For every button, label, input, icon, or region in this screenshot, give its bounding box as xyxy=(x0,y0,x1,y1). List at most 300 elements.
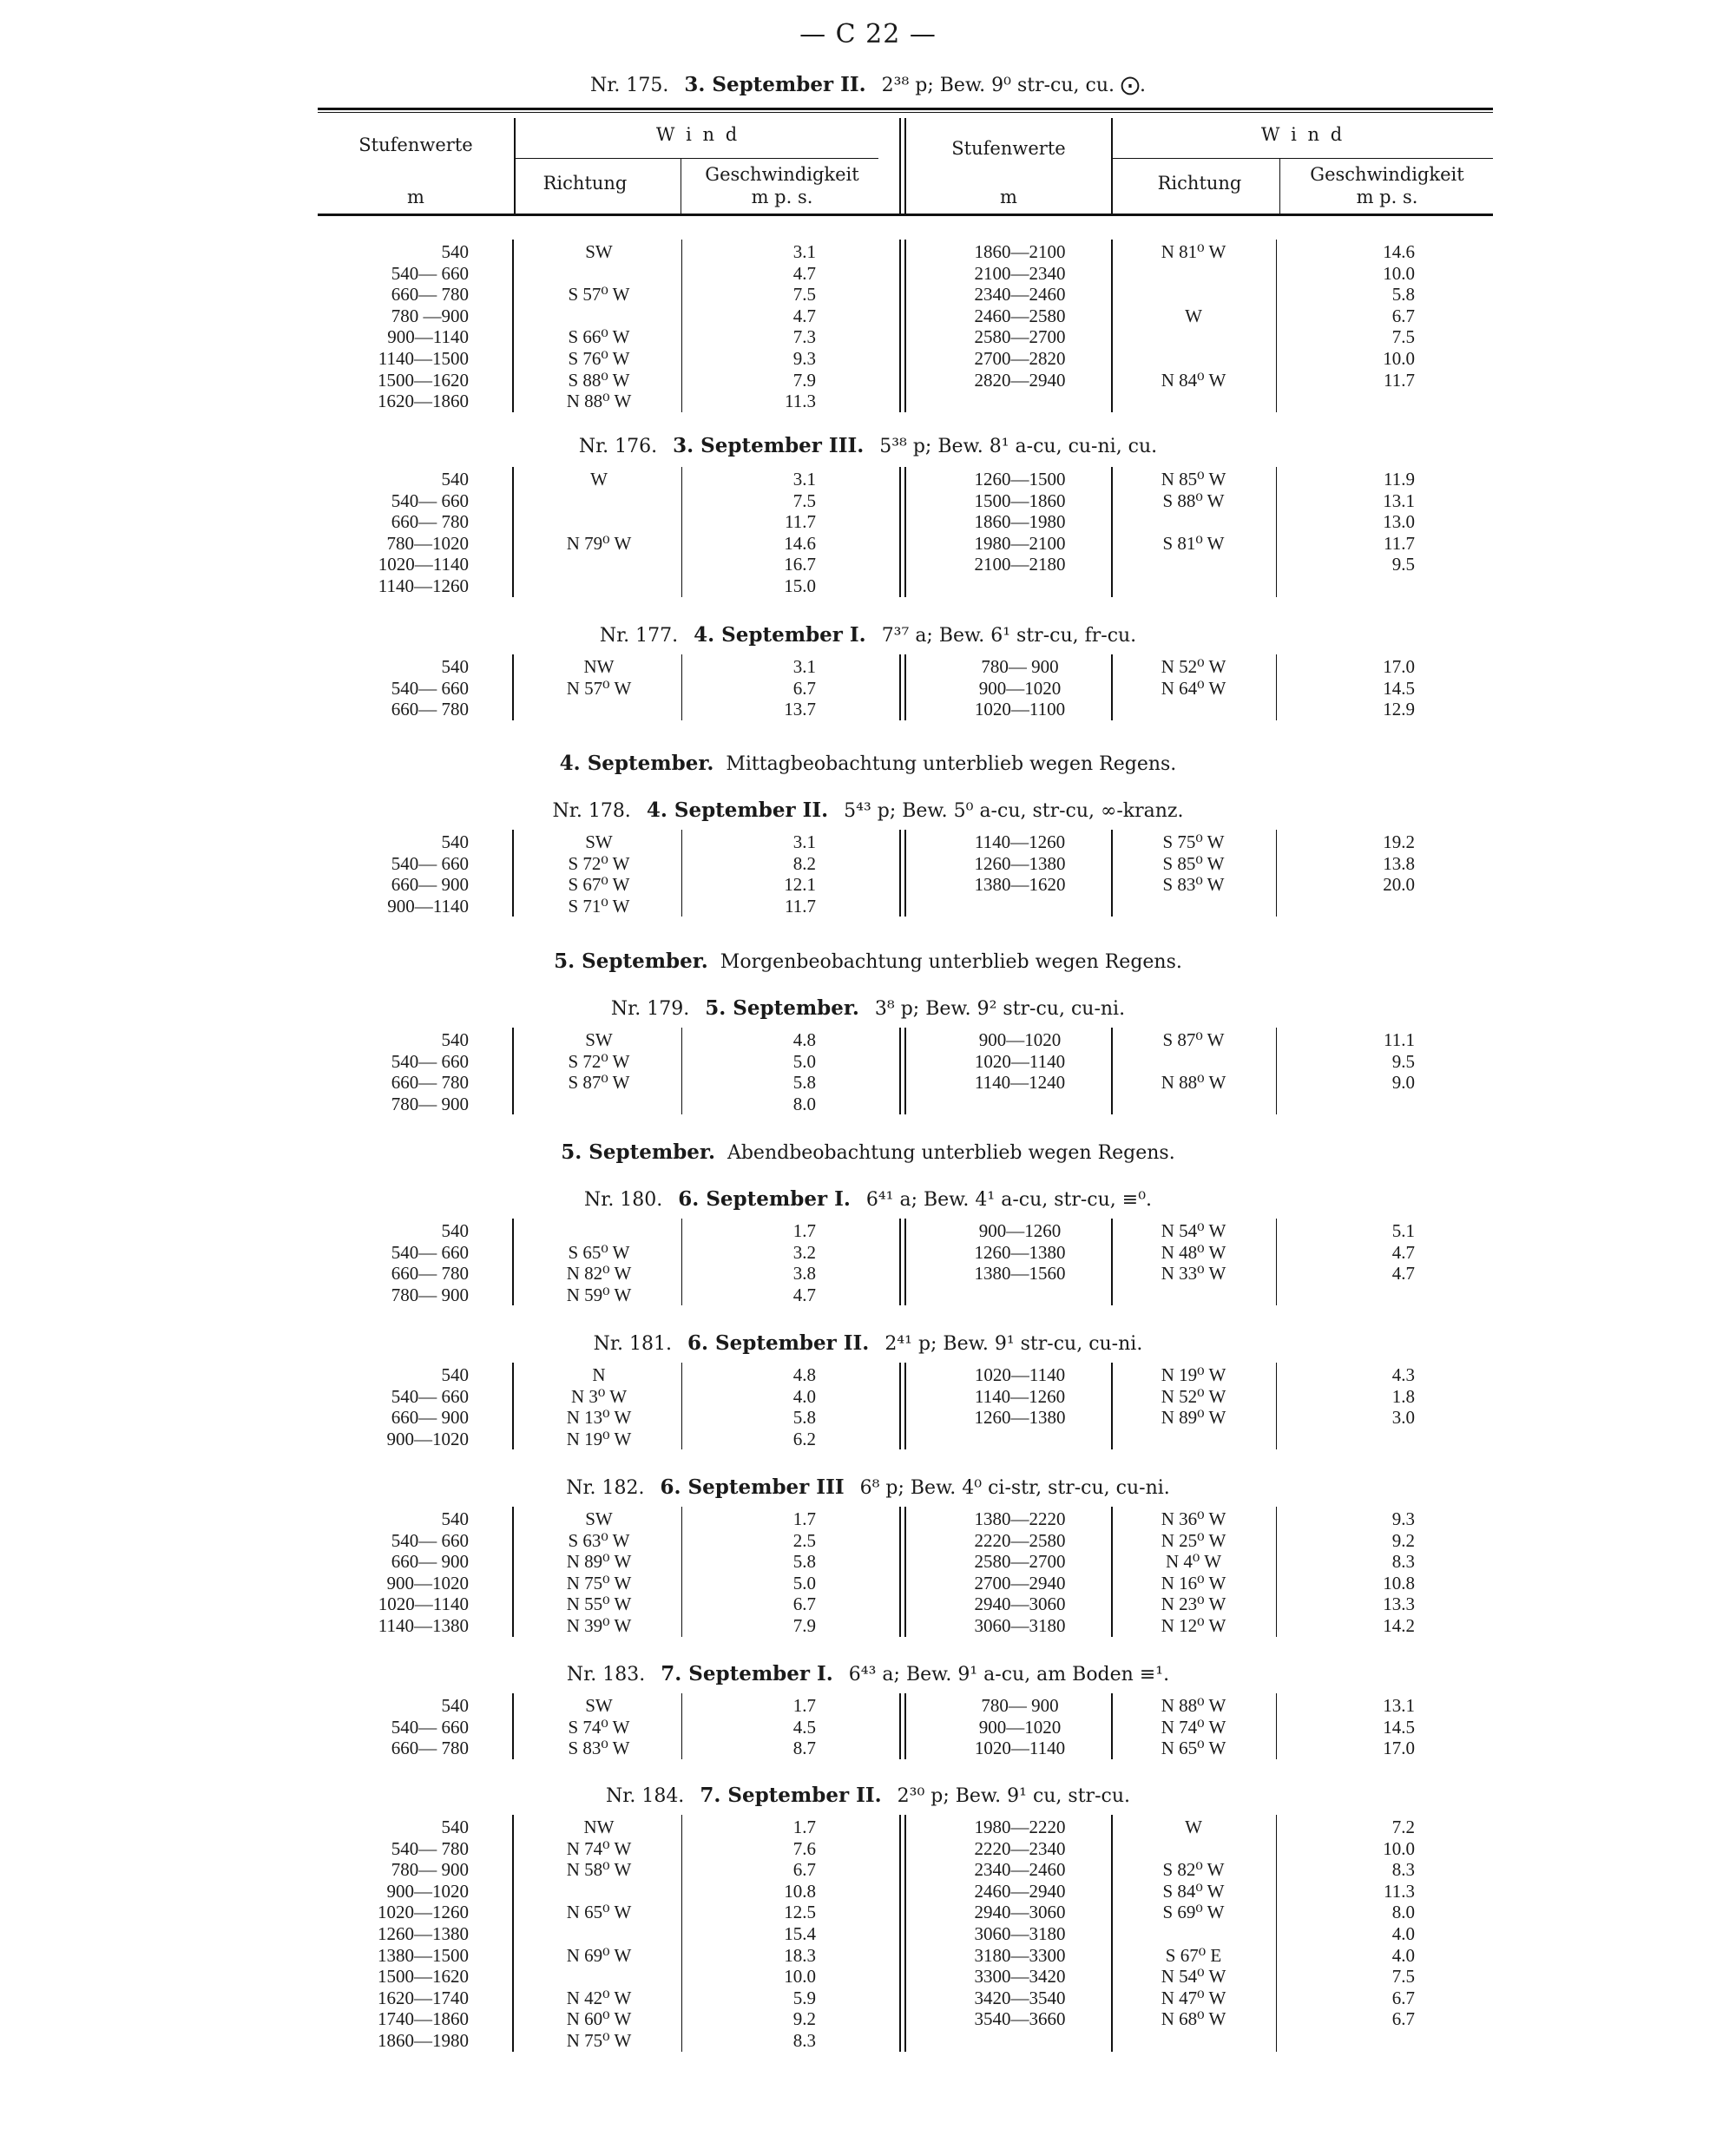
direction-cell: N 54⁰ W xyxy=(1161,1220,1226,1241)
speed-cell: 9.2 xyxy=(1391,1529,1415,1551)
hdr-richtung-2: Richtung xyxy=(1157,173,1242,194)
obs-date: 5. September. xyxy=(705,996,859,1020)
speed-cell: 10.0 xyxy=(1383,348,1415,369)
speed-cell: 1.7 xyxy=(792,1220,816,1241)
direction-cell: N 52⁰ W xyxy=(1161,1385,1226,1407)
column-divider xyxy=(899,1363,901,1449)
note-text: Mittagbeobachtung unterblieb wegen Regens. xyxy=(726,753,1177,775)
direction-cell: N 19⁰ W xyxy=(566,1428,632,1449)
direction-cell: N 89⁰ W xyxy=(566,1551,632,1573)
direction-cell: SW xyxy=(585,831,613,852)
altitude-cell: 2940—3060 xyxy=(974,1593,1066,1615)
altitude-cell: 1380—2220 xyxy=(974,1508,1066,1529)
altitude-cell: 900—1020 xyxy=(978,677,1062,699)
column-divider xyxy=(899,467,901,597)
speed-cell: 1.8 xyxy=(1391,1385,1415,1407)
speed-cell: 10.8 xyxy=(784,1880,816,1902)
hdr-divider xyxy=(1279,158,1280,215)
speed-cell: 19.2 xyxy=(1383,831,1415,852)
altitude-cell: 540— 660 xyxy=(391,1716,469,1738)
obs-details: 2³⁸ p; Bew. 9⁰ str-cu, cu. ⨀. xyxy=(881,75,1146,96)
altitude-cell: 2340—2460 xyxy=(974,284,1066,306)
speed-cell: 1.7 xyxy=(792,1695,816,1716)
altitude-cell: 1140—1500 xyxy=(378,348,469,369)
column-divider xyxy=(1276,1363,1277,1449)
column-divider xyxy=(904,654,906,720)
speed-cell: 14.5 xyxy=(1383,1716,1415,1738)
column-divider xyxy=(904,1363,906,1449)
direction-cell: N 58⁰ W xyxy=(566,1859,632,1881)
altitude-cell: 2940—3060 xyxy=(974,1902,1066,1923)
altitude-cell: 1020—1140 xyxy=(974,1050,1066,1072)
altitude-cell: 2220—2580 xyxy=(974,1529,1066,1551)
direction-cell: W xyxy=(1185,305,1202,326)
direction-cell: N 74⁰ W xyxy=(566,1837,632,1859)
speed-cell: 7.9 xyxy=(792,1615,816,1636)
column-divider xyxy=(681,1693,682,1759)
speed-cell: 5.0 xyxy=(792,1572,816,1593)
altitude-cell: 780 —900 xyxy=(391,305,469,326)
altitude-cell: 1380—1500 xyxy=(378,1944,469,1966)
altitude-cell: 540— 660 xyxy=(391,1529,469,1551)
direction-cell: N 19⁰ W xyxy=(1161,1364,1226,1385)
direction-cell: N 57⁰ W xyxy=(566,677,632,699)
altitude-cell: 2700—2940 xyxy=(974,1572,1066,1593)
speed-cell: 11.1 xyxy=(1384,1029,1415,1050)
direction-cell: S 85⁰ W xyxy=(1162,852,1225,874)
direction-cell: N 4⁰ W xyxy=(1165,1551,1222,1573)
column-divider xyxy=(899,1507,901,1637)
observation-title xyxy=(0,996,1736,1020)
obs-date: 6. September I. xyxy=(678,1187,851,1211)
speed-cell: 7.9 xyxy=(792,369,816,391)
column-divider xyxy=(512,830,514,917)
direction-cell: N 69⁰ W xyxy=(566,1944,632,1966)
altitude-cell: 1380—1620 xyxy=(974,874,1066,896)
speed-cell: 12.5 xyxy=(784,1902,816,1923)
page-title: — C 22 — xyxy=(799,19,937,49)
altitude-cell: 1020—1140 xyxy=(378,1593,469,1615)
altitude-cell: 540 xyxy=(441,1364,469,1385)
speed-cell: 9.3 xyxy=(792,348,816,369)
speed-cell: 11.7 xyxy=(785,511,816,533)
column-divider xyxy=(512,1507,514,1637)
header-top-rule xyxy=(318,108,1493,110)
speed-cell: 6.7 xyxy=(1391,2008,1415,2030)
altitude-cell: 540— 660 xyxy=(391,1385,469,1407)
column-divider xyxy=(1276,1028,1277,1114)
obs-date: 4. September I. xyxy=(694,623,866,647)
speed-cell: 12.1 xyxy=(784,874,816,896)
altitude-cell: 660— 780 xyxy=(391,1263,469,1285)
header-bottom-rule xyxy=(318,214,1493,216)
speed-cell: 9.3 xyxy=(1391,1508,1415,1529)
column-divider xyxy=(1276,467,1277,597)
direction-cell: NW xyxy=(583,1817,615,1837)
speed-cell: 3.1 xyxy=(792,241,816,262)
direction-cell: N 47⁰ W xyxy=(1161,1987,1226,2008)
missing-observation-note xyxy=(0,950,1736,973)
altitude-cell: 540— 660 xyxy=(391,490,469,511)
direction-cell: N 16⁰ W xyxy=(1161,1572,1226,1593)
obs-details: 6⁴¹ a; Bew. 4¹ a-cu, str-cu, ≡⁰. xyxy=(865,1189,1153,1211)
altitude-cell: 1260—1380 xyxy=(974,1407,1066,1429)
altitude-cell: 2220—2340 xyxy=(974,1837,1066,1859)
direction-cell: S 84⁰ W xyxy=(1162,1880,1225,1902)
obs-details: 2³⁰ p; Bew. 9¹ cu, str-cu. xyxy=(897,1785,1130,1807)
speed-cell: 14.2 xyxy=(1383,1615,1415,1636)
speed-cell: 20.0 xyxy=(1383,874,1415,896)
speed-cell: 4.8 xyxy=(792,1029,816,1050)
speed-cell: 3.1 xyxy=(792,469,816,490)
altitude-cell: 2100—2340 xyxy=(974,262,1066,284)
altitude-cell: 540— 660 xyxy=(391,1050,469,1072)
column-divider xyxy=(1276,240,1277,412)
speed-cell: 14.6 xyxy=(784,532,816,554)
direction-cell: N 60⁰ W xyxy=(566,2008,632,2030)
altitude-cell: 1140—1260 xyxy=(974,831,1066,852)
altitude-cell: 1140—1260 xyxy=(378,575,469,596)
direction-cell: N 65⁰ W xyxy=(566,1902,632,1923)
altitude-cell: 1260—1380 xyxy=(378,1923,469,1944)
altitude-cell: 1860—2100 xyxy=(974,241,1066,262)
hdr-stufenwerte: Stufenwerte xyxy=(358,135,473,155)
observation-title xyxy=(0,623,1736,647)
column-divider xyxy=(904,830,906,917)
speed-cell: 4.7 xyxy=(1391,1241,1415,1263)
obs-number: Nr. 181. xyxy=(593,1333,672,1355)
speed-cell: 6.7 xyxy=(1391,1987,1415,2008)
speed-cell: 17.0 xyxy=(1383,1738,1415,1759)
direction-cell: N 54⁰ W xyxy=(1161,1966,1226,1988)
column-divider xyxy=(1276,654,1277,720)
altitude-cell: 900—1020 xyxy=(978,1716,1062,1738)
column-divider xyxy=(899,1219,901,1305)
altitude-cell: 1260—1500 xyxy=(974,469,1066,490)
altitude-cell: 1860—1980 xyxy=(974,511,1066,533)
obs-date: 6. September II. xyxy=(687,1331,870,1355)
direction-cell: N 23⁰ W xyxy=(1161,1593,1226,1615)
speed-cell: 3.0 xyxy=(1391,1407,1415,1429)
altitude-cell: 660— 900 xyxy=(391,1407,469,1429)
altitude-cell: 540 xyxy=(441,1029,469,1050)
speed-cell: 7.3 xyxy=(792,326,816,348)
speed-cell: 4.7 xyxy=(792,1284,816,1305)
altitude-cell: 540— 660 xyxy=(391,262,469,284)
altitude-cell: 780— 900 xyxy=(981,1695,1059,1716)
speed-cell: 8.3 xyxy=(792,2030,816,2051)
speed-cell: 10.0 xyxy=(1383,262,1415,284)
speed-cell: 15.0 xyxy=(784,575,816,596)
altitude-cell: 780— 900 xyxy=(391,1284,469,1305)
column-divider xyxy=(1276,1507,1277,1637)
direction-cell: N 13⁰ W xyxy=(566,1407,632,1429)
altitude-cell: 1380—1560 xyxy=(974,1263,1066,1285)
hdr-divider xyxy=(1111,158,1493,159)
column-divider xyxy=(681,467,682,597)
obs-date: 3. September III. xyxy=(673,434,865,457)
direction-cell: S 65⁰ W xyxy=(568,1241,630,1263)
obs-number: Nr. 177. xyxy=(599,625,679,647)
speed-cell: 7.6 xyxy=(792,1837,816,1859)
direction-cell: N 88⁰ W xyxy=(566,391,632,412)
altitude-cell: 540— 660 xyxy=(391,852,469,874)
speed-cell: 7.5 xyxy=(1391,1966,1415,1988)
obs-number: Nr. 184. xyxy=(605,1785,685,1807)
hdr-geschwindigkeit-2-unit: m p. s. xyxy=(1356,187,1418,207)
altitude-cell: 1620—1740 xyxy=(378,1987,469,2008)
column-divider xyxy=(904,1028,906,1114)
direction-cell: S 76⁰ W xyxy=(568,348,630,369)
altitude-cell: 660— 900 xyxy=(391,874,469,896)
altitude-cell: 2100—2180 xyxy=(974,554,1066,575)
direction-cell: N 52⁰ W xyxy=(1161,656,1226,677)
altitude-cell: 660— 780 xyxy=(391,284,469,306)
speed-cell: 11.3 xyxy=(1384,1880,1415,1902)
speed-cell: 15.4 xyxy=(784,1923,816,1944)
obs-number: Nr. 180. xyxy=(583,1189,663,1211)
altitude-cell: 540 xyxy=(441,1817,469,1837)
altitude-cell: 540 xyxy=(441,469,469,490)
observation-title xyxy=(0,1475,1736,1499)
column-divider xyxy=(1276,830,1277,917)
speed-cell: 13.7 xyxy=(784,699,816,720)
hdr-geschwindigkeit-unit: m p. s. xyxy=(751,187,813,207)
direction-cell: N 39⁰ W xyxy=(566,1615,632,1636)
obs-number: Nr. 182. xyxy=(566,1477,645,1499)
speed-cell: 4.7 xyxy=(1391,1263,1415,1285)
speed-cell: 6.7 xyxy=(1391,305,1415,326)
obs-details: 6⁸ p; Bew. 4⁰ ci-str, str-cu, cu-ni. xyxy=(859,1477,1170,1499)
direction-cell: S 63⁰ W xyxy=(568,1529,630,1551)
obs-number: Nr. 176. xyxy=(578,436,658,457)
speed-cell: 4.0 xyxy=(1391,1923,1415,1944)
column-divider xyxy=(899,654,901,720)
speed-cell: 18.3 xyxy=(784,1944,816,1966)
altitude-cell: 1020—1140 xyxy=(974,1738,1066,1759)
direction-cell: S 88⁰ W xyxy=(568,369,630,391)
column-divider xyxy=(904,1219,906,1305)
speed-cell: 3.2 xyxy=(792,1241,816,1263)
speed-cell: 9.5 xyxy=(1391,1050,1415,1072)
altitude-cell: 3420—3540 xyxy=(974,1987,1066,2008)
altitude-cell: 1020—1100 xyxy=(974,699,1066,720)
speed-cell: 5.8 xyxy=(792,1407,816,1429)
direction-cell: W xyxy=(1185,1817,1202,1837)
speed-cell: 3.1 xyxy=(792,831,816,852)
direction-cell: S 82⁰ W xyxy=(1162,1859,1225,1881)
speed-cell: 8.0 xyxy=(792,1093,816,1114)
column-divider xyxy=(512,1028,514,1114)
direction-cell: S 67⁰ E xyxy=(1165,1944,1222,1966)
note-date: 5. September. xyxy=(561,1140,715,1164)
altitude-cell: 2580—2700 xyxy=(974,326,1066,348)
direction-cell: N 25⁰ W xyxy=(1161,1529,1226,1551)
altitude-cell: 1140—1240 xyxy=(974,1072,1066,1094)
column-divider xyxy=(899,240,901,412)
direction-cell: N 33⁰ W xyxy=(1161,1263,1226,1285)
altitude-cell: 1260—1380 xyxy=(974,852,1066,874)
altitude-cell: 1860—1980 xyxy=(378,2030,469,2051)
direction-cell: S 74⁰ W xyxy=(568,1716,630,1738)
direction-cell: SW xyxy=(585,241,613,262)
direction-cell: S 67⁰ W xyxy=(568,874,630,896)
speed-cell: 8.0 xyxy=(1391,1902,1415,1923)
speed-cell: 4.7 xyxy=(792,305,816,326)
direction-cell: S 81⁰ W xyxy=(1162,532,1225,554)
speed-cell: 14.6 xyxy=(1383,241,1415,262)
hdr-divider xyxy=(899,118,901,215)
obs-details: 5³⁸ p; Bew. 8¹ a-cu, cu-ni, cu. xyxy=(879,436,1158,457)
speed-cell: 13.1 xyxy=(1383,490,1415,511)
altitude-cell: 660— 780 xyxy=(391,511,469,533)
altitude-cell: 900—1020 xyxy=(386,1880,469,1902)
speed-cell: 4.3 xyxy=(1391,1364,1415,1385)
direction-cell: W xyxy=(590,469,608,490)
altitude-cell: 2580—2700 xyxy=(974,1551,1066,1573)
hdr-divider xyxy=(514,158,878,159)
hdr-geschwindigkeit-2: Geschwindigkeit xyxy=(1310,164,1464,185)
note-text: Abendbeobachtung unterblieb wegen Regens. xyxy=(727,1142,1175,1164)
column-divider xyxy=(899,1028,901,1114)
obs-date: 4. September II. xyxy=(646,798,829,822)
column-divider xyxy=(899,830,901,917)
hdr-stufenwerte-2: Stufenwerte xyxy=(951,138,1066,159)
speed-cell: 11.7 xyxy=(1384,369,1415,391)
obs-date: 3. September II. xyxy=(684,73,866,96)
observation-title xyxy=(0,1331,1736,1355)
altitude-cell: 540— 660 xyxy=(391,1241,469,1263)
direction-cell: N 12⁰ W xyxy=(1161,1615,1226,1636)
speed-cell: 5.8 xyxy=(792,1072,816,1094)
direction-cell: SW xyxy=(585,1695,613,1716)
altitude-cell: 1740—1860 xyxy=(378,2008,469,2030)
speed-cell: 8.3 xyxy=(1391,1551,1415,1573)
hdr-wind: W i n d xyxy=(655,124,740,145)
observation-title xyxy=(0,73,1736,96)
missing-observation-note xyxy=(0,752,1736,775)
direction-cell: S 66⁰ W xyxy=(568,326,630,348)
altitude-cell: 540 xyxy=(441,1220,469,1241)
obs-number: Nr. 178. xyxy=(552,800,631,822)
altitude-cell: 1980—2220 xyxy=(974,1817,1066,1837)
direction-cell: S 69⁰ W xyxy=(1162,1902,1225,1923)
altitude-cell: 1020—1260 xyxy=(378,1902,469,1923)
altitude-cell: 2820—2940 xyxy=(974,369,1066,391)
speed-cell: 4.5 xyxy=(792,1716,816,1738)
speed-cell: 4.8 xyxy=(792,1364,816,1385)
obs-number: Nr. 179. xyxy=(610,998,690,1020)
direction-cell: SW xyxy=(585,1508,613,1529)
speed-cell: 6.7 xyxy=(792,677,816,699)
altitude-cell: 780— 900 xyxy=(391,1093,469,1114)
altitude-cell: 2460—2580 xyxy=(974,305,1066,326)
hdr-divider xyxy=(514,118,516,215)
direction-cell: N 65⁰ W xyxy=(1161,1738,1226,1759)
altitude-cell: 540 xyxy=(441,831,469,852)
observation-title xyxy=(0,1784,1736,1807)
altitude-cell: 1140—1380 xyxy=(378,1615,469,1636)
hdr-divider xyxy=(904,118,906,215)
direction-cell: NW xyxy=(583,656,615,677)
column-divider xyxy=(899,1693,901,1759)
obs-date: 6. September III xyxy=(660,1475,845,1499)
speed-cell: 5.9 xyxy=(792,1987,816,2008)
speed-cell: 11.3 xyxy=(785,391,816,412)
direction-cell: N 82⁰ W xyxy=(566,1263,632,1285)
direction-cell: N 81⁰ W xyxy=(1161,241,1226,262)
speed-cell: 11.7 xyxy=(1384,532,1415,554)
direction-cell: N 88⁰ W xyxy=(1161,1072,1226,1094)
observation-title xyxy=(0,434,1736,457)
altitude-cell: 2700—2820 xyxy=(974,348,1066,369)
note-date: 5. September. xyxy=(554,950,708,973)
altitude-cell: 660— 780 xyxy=(391,1738,469,1759)
altitude-cell: 3060—3180 xyxy=(974,1615,1066,1636)
obs-date: 7. September I. xyxy=(661,1662,833,1685)
speed-cell: 8.2 xyxy=(792,852,816,874)
direction-cell: N 74⁰ W xyxy=(1161,1716,1226,1738)
altitude-cell: 540 xyxy=(441,241,469,262)
direction-cell: S 72⁰ W xyxy=(568,852,630,874)
speed-cell: 8.7 xyxy=(792,1738,816,1759)
speed-cell: 2.5 xyxy=(792,1529,816,1551)
note-text: Morgenbeobachtung unterblieb wegen Regens. xyxy=(720,951,1182,973)
direction-cell: N 75⁰ W xyxy=(566,1572,632,1593)
altitude-cell: 540 xyxy=(441,1508,469,1529)
altitude-cell: 780—1020 xyxy=(386,532,469,554)
direction-cell: S 88⁰ W xyxy=(1162,490,1225,511)
column-divider xyxy=(512,240,514,412)
altitude-cell: 1620—1860 xyxy=(378,391,469,412)
speed-cell: 10.0 xyxy=(784,1966,816,1988)
direction-cell: S 75⁰ W xyxy=(1162,831,1225,852)
speed-cell: 11.9 xyxy=(1384,469,1415,490)
altitude-cell: 900—1020 xyxy=(386,1572,469,1593)
speed-cell: 17.0 xyxy=(1383,656,1415,677)
direction-cell: N 79⁰ W xyxy=(566,532,632,554)
speed-cell: 6.7 xyxy=(792,1593,816,1615)
speed-cell: 6.7 xyxy=(792,1859,816,1881)
speed-cell: 14.5 xyxy=(1383,677,1415,699)
speed-cell: 3.8 xyxy=(792,1263,816,1285)
speed-cell: 5.1 xyxy=(1391,1220,1415,1241)
obs-date: 7. September II. xyxy=(700,1784,882,1807)
hdr-stufenwerte-unit: m xyxy=(407,187,424,207)
column-divider xyxy=(681,1363,682,1449)
altitude-cell: 900—1140 xyxy=(387,895,469,917)
altitude-cell: 660— 900 xyxy=(391,1551,469,1573)
altitude-cell: 3060—3180 xyxy=(974,1923,1066,1944)
hdr-stufenwerte-2-unit: m xyxy=(1000,187,1017,207)
altitude-cell: 2460—2940 xyxy=(974,1880,1066,1902)
column-divider xyxy=(904,1815,906,2052)
speed-cell: 12.9 xyxy=(1383,699,1415,720)
altitude-cell: 1260—1380 xyxy=(974,1241,1066,1263)
obs-number: Nr. 183. xyxy=(566,1664,646,1685)
direction-cell: SW xyxy=(585,1029,613,1050)
direction-cell: N 3⁰ W xyxy=(570,1385,628,1407)
column-divider xyxy=(681,1028,682,1114)
direction-cell: N xyxy=(592,1364,606,1385)
altitude-cell: 1500—1620 xyxy=(378,369,469,391)
column-divider xyxy=(681,1219,682,1305)
altitude-cell: 2340—2460 xyxy=(974,1859,1066,1881)
column-divider xyxy=(681,830,682,917)
obs-number: Nr. 175. xyxy=(590,75,669,96)
direction-cell: S 87⁰ W xyxy=(568,1072,630,1094)
direction-cell: N 84⁰ W xyxy=(1161,369,1226,391)
